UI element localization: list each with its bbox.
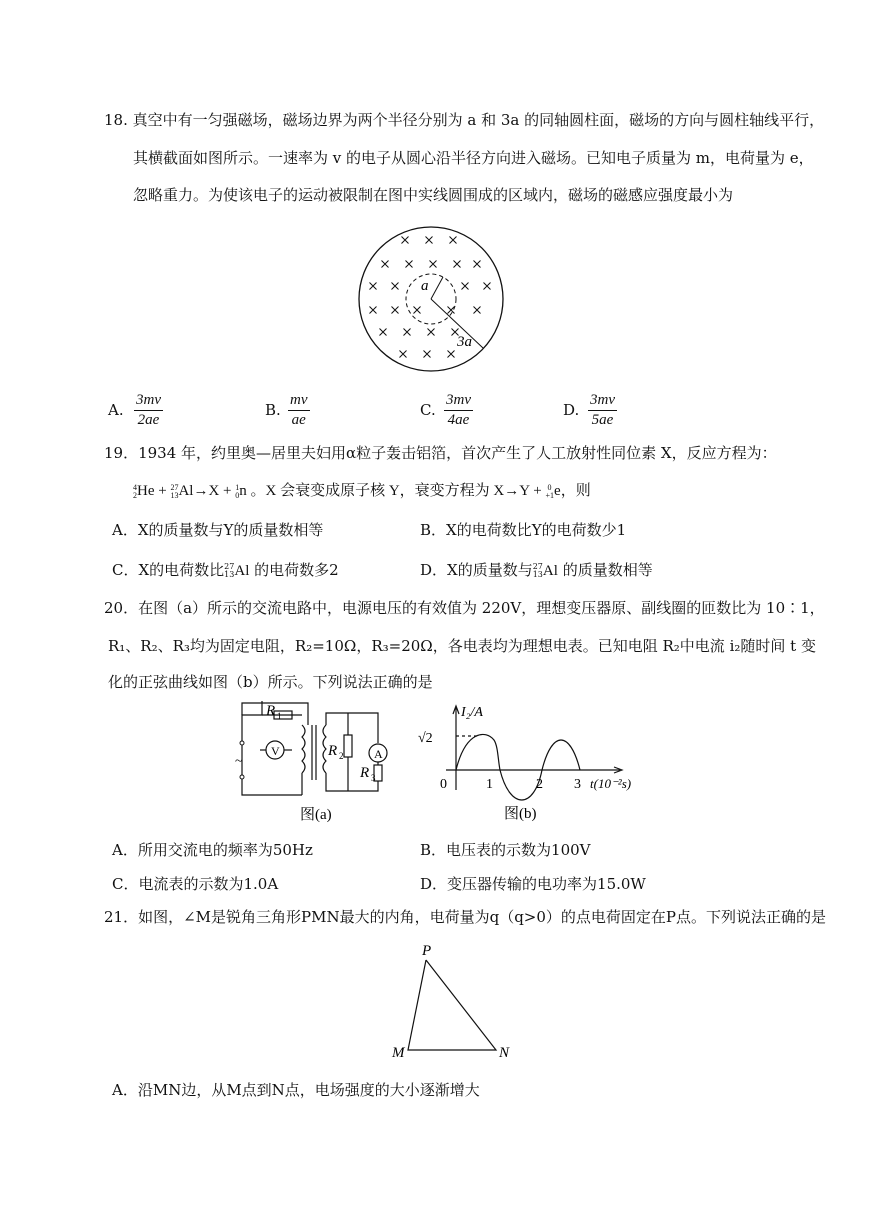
field-into-page-mark [428,329,435,336]
graph-tick-3: 3 [574,777,581,792]
ammeter-label: A [374,747,383,761]
field-into-page-mark [392,307,399,314]
field-into-page-mark [448,307,455,314]
q19-line2 [133,481,591,501]
field-into-page-mark [430,261,437,268]
field-into-page-mark [414,307,421,314]
graph-peak-label: √2 [418,731,433,746]
r2-label: R [328,743,338,759]
field-into-page-mark [392,283,399,290]
q18-option-a-letter: A. [108,401,124,419]
q19-option-a: A．X的质量数与Y的质量数相等 [112,521,324,539]
q19-line2-suffix: 。X 会衰变成原子核 Y，衰变方程为 [250,483,490,499]
nuclear-reaction-equation: 4 2He + 27 13Al→X + 1 0n [133,482,251,500]
vertex-n-label: N [499,1045,510,1061]
q20-option-a: A．所用交流电的频率为50Hz [112,841,313,859]
q18-option-d-fraction [588,392,617,429]
q18-option-d-den: 5ae [591,412,614,428]
decay-equation: X→Y + 0 +1e [493,482,561,500]
q20-option-b: B．电压表的示数为100V [420,841,591,859]
q19-option-d: D．X的质量数与27 13Al 的质量数相等 [420,561,653,579]
field-into-page-mark [462,283,469,290]
q18-option-b-den: ae [291,412,306,428]
field-into-page-mark [424,351,431,358]
voltmeter-label: V [271,744,280,758]
graph-tick-1: 1 [486,777,493,792]
q18-option-c-fraction [444,392,473,429]
q18-option-d-num: 3mv [588,392,617,411]
q18-line1: 18. 真空中有一匀强磁场，磁场边界为两个半径分别为 a 和 3a 的同轴圆柱面，磁场的方向与圆柱轴线平行， [104,111,825,129]
graph-tick-2: 2 [536,777,543,792]
ac-source-icon: ~ [235,754,243,769]
graph-x-label: t(10⁻²s) [590,776,632,791]
q19-option-c-post: 的电荷数多2 [254,561,339,579]
graph-y-label: I₂/A [461,705,483,720]
q19-option-c-pre: C．X的电荷数比 [112,561,225,579]
field-into-page-mark [380,329,387,336]
r1-sub: 1 [277,711,282,721]
field-into-page-mark [484,283,491,290]
q18-option-c-letter: C. [420,401,436,419]
q18-option-b-num: mv [288,392,310,411]
q18-label-a: a [421,278,429,294]
q18-option-a-num: 3mv [134,392,163,411]
q18-magnetic-field-figure [355,224,509,376]
field-into-page-mark [406,261,413,268]
q21-triangle-figure [388,940,518,1062]
r3-label: R [360,765,370,781]
q19-option-c: C．X的电荷数比27 13Al 的电荷数多2 [112,561,339,579]
q18-option-b-fraction [288,392,310,429]
q18-option-d-letter: D. [563,401,580,419]
q20-option-c: C．电流表的示数为1.0A [112,875,279,893]
q20-line1: 20．在图（a）所示的交流电路中，电源电压的有效值为 220V，理想变压器原、副线圈的匝数比为 10∶1， [104,599,825,617]
q18-option-c-num: 3mv [444,392,473,411]
field-into-page-mark [474,261,481,268]
q20-line3: 化的正弦曲线如图（b）所示。下列说法正确的是 [108,673,433,691]
q21-line1: 21．如图，∠M是锐角三角形PMN最大的内角，电荷量为q（q>0）的点电荷固定在P点。下列说法正确的是 [104,908,827,926]
field-into-page-mark [382,261,389,268]
q18-label-3a: 3a [457,334,472,350]
q19-option-d-pre: D．X的质量数与 [420,561,533,579]
q20-circuit-figure-a [232,695,402,825]
q18-option-a-den: 2ae [137,412,160,428]
r1-label: R [266,703,276,719]
q18-line3: 忽略重力。为使该电子的运动被限制在图中实线圆围成的区域内，磁场的磁感应强度最小为 [133,186,734,204]
r3-sub: 3 [371,773,376,783]
fig-b-caption: 图(b) [504,806,537,822]
field-into-page-mark [370,307,377,314]
field-into-page-mark [402,237,409,244]
q19-line2-end: ，则 [560,483,591,499]
vertex-m-label: M [392,1045,405,1061]
r2-sub: 2 [339,751,344,761]
field-into-page-mark [400,351,407,358]
q20-line2: R₁、R₂、R₃均为固定电阻，R₂=10Ω，R₃=20Ω，各电表均为理想电表。已知电阻 R₂中电流 i₂随时间 t 变 [108,637,816,655]
q21-option-a: A．沿MN边，从M点到N点，电场强度的大小逐渐增大 [112,1081,480,1099]
q18-option-a-fraction [134,392,163,429]
field-into-page-mark [454,261,461,268]
q20-current-graph-figure-b [410,700,640,826]
q19-option-d-post: 的质量数相等 [562,561,653,579]
q20-option-d: D．变压器传输的电功率为15.0W [420,875,646,893]
field-into-page-mark [426,237,433,244]
fig-a-caption: 图(a) [300,807,332,823]
q18-option-c-den: 4ae [447,412,470,428]
q18-line2: 其横截面如图所示。一速率为 v 的电子从圆心沿半径方向进入磁场。已知电子质量为 m，电荷量为 e， [133,149,814,167]
q19-option-b: B．X的电荷数比Y的电荷数少1 [420,521,627,539]
field-into-page-mark [448,351,455,358]
field-into-page-mark [474,307,481,314]
graph-tick-0: 0 [440,777,447,792]
vertex-p-label: P [422,943,432,959]
q19-line1: 19．1934 年，约里奥—居里夫妇用α粒子轰击铝箔，首次产生了人工放射性同位素 X，反应方程为： [104,444,777,462]
field-into-page-mark [450,237,457,244]
q18-option-b-letter: B. [265,401,281,419]
field-into-page-mark [370,283,377,290]
field-into-page-mark [404,329,411,336]
